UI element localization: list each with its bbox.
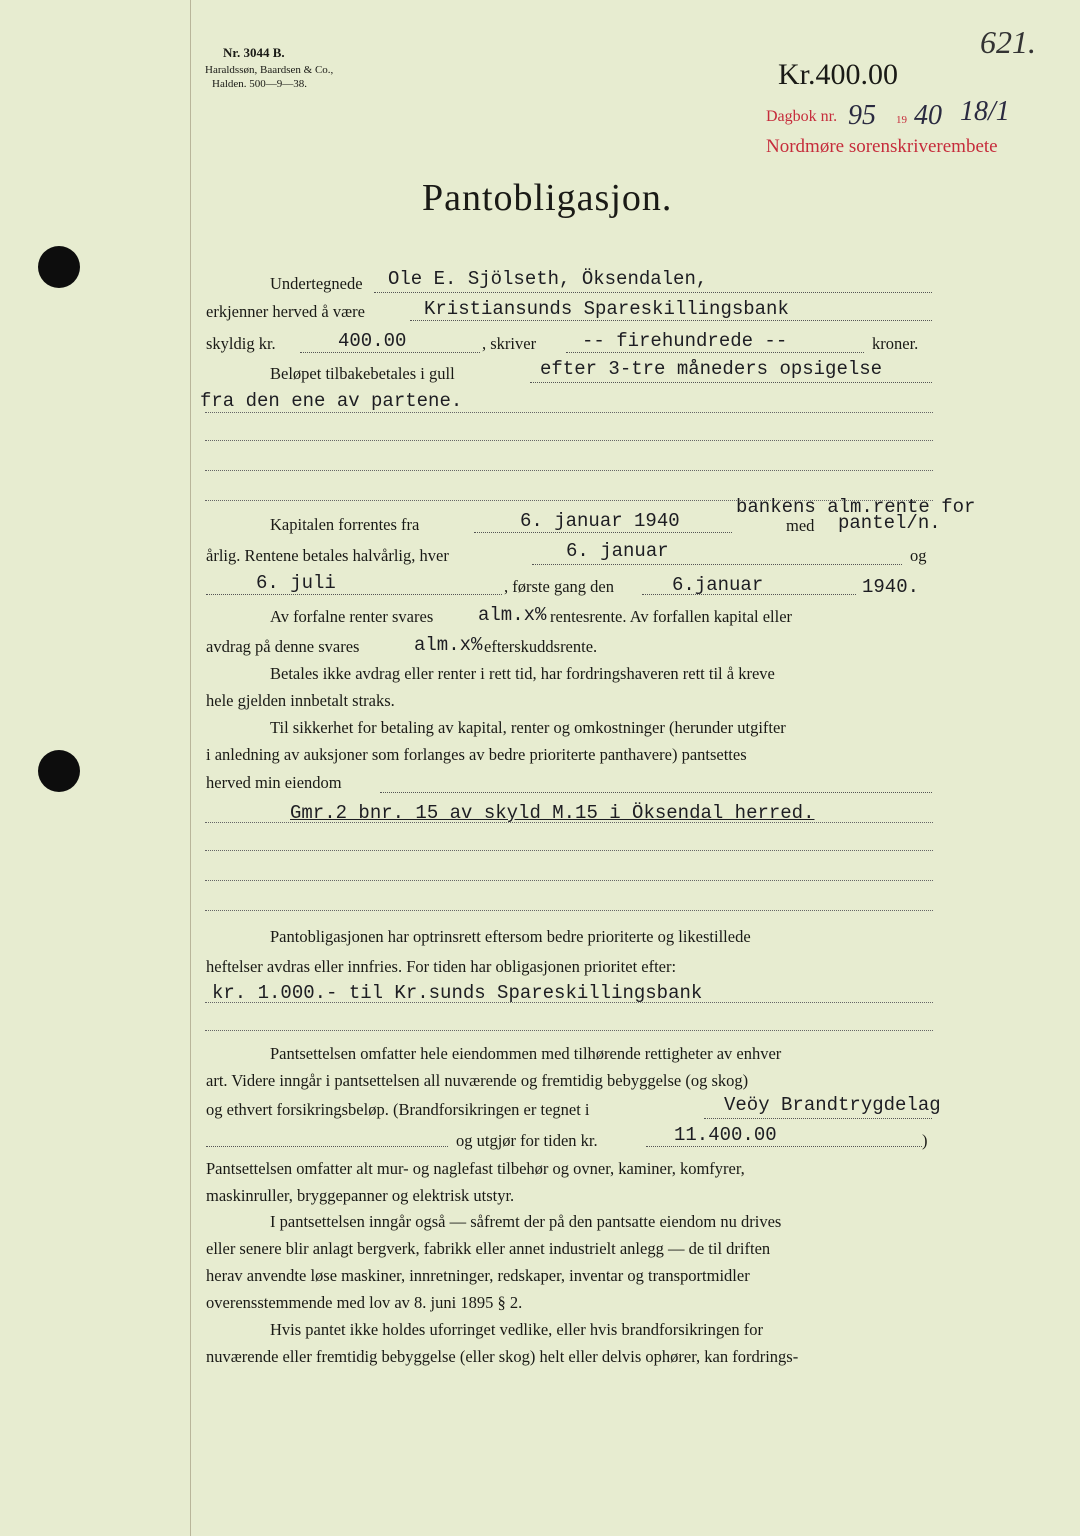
printer-location: Halden. 500—9—38. (212, 78, 308, 90)
forfalne-text-2: rentesrente. Av forfallen kapital eller (550, 607, 793, 626)
kroner-label: kroner. (872, 334, 919, 353)
utgjor-blank-line (206, 1146, 448, 1147)
bergverk-text-3: herav anvendte løse maskiner, innretninger, redskaper, inventar og transportmidler (206, 1266, 750, 1285)
property-description: Gmr.2 bnr. 15 av skyld M.15 i Öksendal herred. (290, 802, 815, 824)
omfatter-text-3: og ethvert forsikringsbeløp. (Brandforsikringen er tegnet i (206, 1100, 590, 1119)
juli-date: 6. juli (256, 572, 336, 594)
hver-line (532, 564, 902, 565)
bergverk-text-2: eller senere blir anlagt bergverk, fabrikk eller annet industrielt anlegg — de til driften (206, 1239, 771, 1258)
vedlike-text: Hvis pantet ikke holdes uforringet vedlike, eller hvis brandforsikringen for (270, 1320, 764, 1339)
forste-line (642, 594, 856, 595)
creditor-line (410, 320, 932, 321)
undertegnede-label: Undertegnede (270, 274, 363, 293)
sikkerhet-text: Til sikkerhet for betaling av kapital, renter og omkostninger (herunder utgifter (270, 718, 786, 737)
omfatter-text: Pantsettelsen omfatter hele eiendommen med tilhørende rettigheter av enhver (270, 1044, 782, 1063)
avdrag-text: avdrag på denne svares (206, 637, 360, 656)
printer-name: Haraldssøn, Baardsen & Co., (205, 64, 334, 76)
utgjor-value: 11.400.00 (674, 1124, 777, 1146)
amount-heading: Kr.400.00 (778, 58, 898, 91)
blank-line (205, 880, 933, 881)
sikkerhet-text-2: i anledning av auksjoner som forlanges av bedre prioriterte panthavere) pantsettes (206, 745, 747, 764)
kapital-line (474, 532, 732, 533)
bergverk-text-4: overensstemmende med lov av 8. juni 1895 § 2. (206, 1293, 523, 1312)
belopet-value-cont: fra den ene av partene. (200, 390, 463, 412)
skyldig-amount: 400.00 (338, 330, 407, 352)
optrinsrett-text-2: heftelser avdras eller innfries. For tiden har obligasjonen prioritet efter: (206, 957, 677, 976)
belopet-line (530, 382, 932, 383)
blank-line (205, 1030, 933, 1031)
blank-line (205, 412, 933, 413)
prioritet-value: kr. 1.000.- til Kr.sunds Spareskillingsbank (212, 982, 703, 1004)
rente-note: bankens alm.rente for (736, 496, 976, 518)
blank-line (205, 1002, 933, 1003)
vedlike-text-2: nuværende eller fremtidig bebyggelse (eller skog) helt eller delvis ophører, kan fordrings- (206, 1347, 799, 1366)
forfalne-value: alm.x% (478, 604, 547, 626)
bergverk-text: I pantsettelsen inngår også — såfremt der på den pantsatte eiendom nu drives (270, 1212, 782, 1231)
punch-hole (38, 750, 80, 792)
rente-med-label: med (786, 516, 815, 535)
forste-label: , første gang den (504, 577, 614, 596)
blank-line (205, 910, 933, 911)
naglefast-text: Pantsettelsen omfatter alt mur- og naglefast tilbehør og ovner, kaminer, komfyrer, (206, 1159, 745, 1178)
margin-line (190, 0, 191, 1536)
page-number: 621. (980, 24, 1036, 60)
debtor-line (374, 292, 932, 293)
document-title: Pantobligasjon. (422, 177, 673, 219)
stamp-dagbok-label: Dagbok nr. (766, 108, 838, 125)
forste-date: 6.januar (672, 574, 764, 596)
punch-hole (38, 246, 80, 288)
printer-form-number: Nr. 3044 B. (223, 45, 285, 60)
skyldig-label: skyldig kr. (206, 334, 276, 353)
betales-text-2: hele gjelden innbetalt straks. (206, 691, 395, 710)
avdrag-text-2: efterskuddsrente. (484, 637, 598, 656)
juli-line (206, 594, 502, 595)
creditor-name: Kristiansunds Spareskillingsbank (424, 298, 789, 320)
insurer-name: Veöy Brandtrygdelag (724, 1094, 941, 1116)
stamp-date: 18/1 (960, 96, 1010, 127)
skyldig-line (300, 352, 480, 353)
kapital-date: 6. januar 1940 (520, 510, 680, 532)
forfalne-text: Av forfalne renter svares (270, 607, 434, 626)
blank-line (205, 850, 933, 851)
kapital-label: Kapitalen forrentes fra (270, 515, 420, 534)
optrinsrett-text: Pantobligasjonen har optrinsrett eftersom bedre prioriterte og likestillede (270, 927, 751, 946)
erkjenner-label: erkjenner herved å være (206, 302, 365, 321)
naglefast-text-2: maskinruller, bryggepanner og elektrisk utstyr. (206, 1186, 515, 1205)
skriver-line (566, 352, 864, 353)
skriver-label: , skriver (482, 334, 537, 353)
stamp-year: 40 (914, 100, 942, 131)
forste-year: 1940. (862, 576, 920, 598)
stamp-office: Nordmøre sorenskriverembete (766, 136, 998, 157)
stamp-entry-number: 95 (848, 100, 876, 131)
omfatter-text-2: art. Videre inngår i pantsettelsen all nuværende og fremtidig bebyggelse (og skog) (206, 1071, 749, 1090)
belopet-label: Beløpet tilbakebetales i gull (270, 364, 455, 383)
avdrag-value: alm.x% (414, 634, 483, 656)
debtor-name: Ole E. Sjölseth, Öksendalen, (388, 268, 708, 290)
stamp-year-prefix: 19 (896, 114, 907, 126)
blank-line (205, 470, 933, 471)
rente-note-2: pantel/n. (838, 512, 941, 534)
blank-line (205, 440, 933, 441)
belopet-value: efter 3-tre måneders opsigelse (540, 358, 883, 380)
utgjor-close: ) (922, 1131, 928, 1150)
skriver-words: -- firehundrede -- (582, 330, 788, 352)
blank-line (205, 822, 933, 823)
utgjor-label: og utgjør for tiden kr. (456, 1131, 598, 1150)
eiendom-line (380, 792, 932, 793)
sikkerhet-text-3: herved min eiendom (206, 773, 342, 792)
og-label: og (910, 546, 927, 565)
hver-date: 6. januar (566, 540, 669, 562)
utgjor-line (646, 1146, 922, 1147)
insurer-line (704, 1118, 932, 1119)
betales-text: Betales ikke avdrag eller renter i rett tid, har fordringshaveren rett til å kreve (270, 664, 775, 683)
arlig-label: årlig. Rentene betales halvårlig, hver (206, 546, 449, 565)
